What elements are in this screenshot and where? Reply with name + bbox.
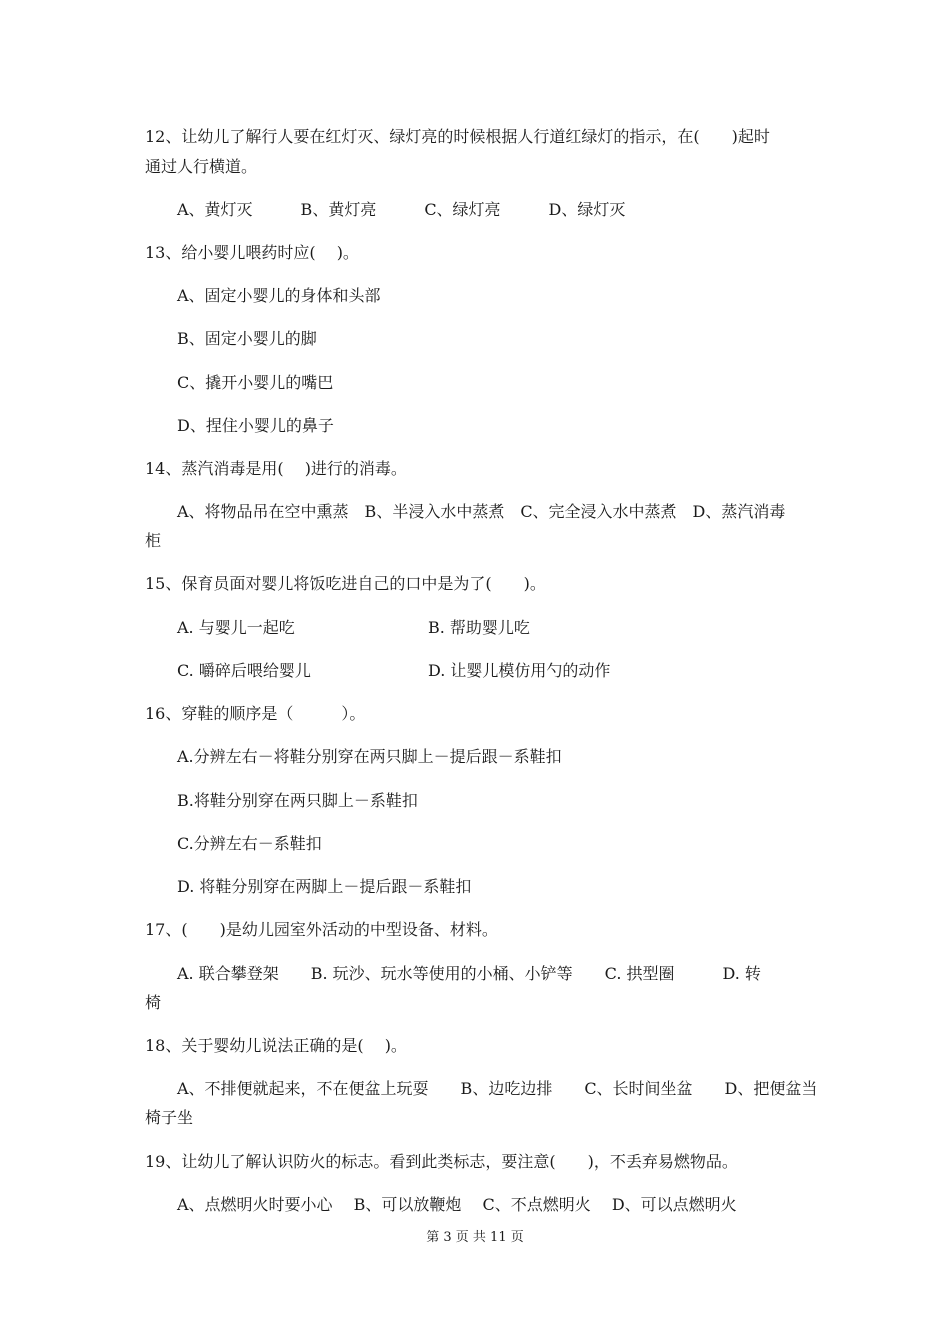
question-16-stem: 16、穿鞋的顺序是（ ）。 [145,704,366,723]
question-18-options: A、不排便就起来，不在便盆上玩耍 B、边吃边排 C、长时间坐盆 D、把便盆当 [177,1079,818,1098]
question-18-stem: 18、关于婴幼儿说法正确的是( )。 [145,1036,407,1055]
question-19-options: A、点燃明火时要小心 B、可以放鞭炮 C、不点燃明火 D、可以点燃明火 [177,1195,737,1214]
question-17-options-continued: 椅 [145,993,162,1012]
question-15-option-a: A. 与婴儿一起吃 [177,618,295,637]
question-18-options-continued: 椅子坐 [145,1108,194,1127]
page-number-footer: 第 3 页 共 11 页 [426,1230,524,1245]
question-13-option-b: B、固定小婴儿的脚 [177,329,317,348]
question-17-options: A. 联合攀登架 B. 玩沙、玩水等使用的小桶、小铲等 C. 拱型圈 D. 转 [177,964,761,983]
question-13-stem: 13、给小婴儿喂药时应( )。 [145,243,359,262]
question-16-option-c: C.分辨左右－系鞋扣 [177,834,322,853]
question-13-option-d: D、捏住小婴儿的鼻子 [177,416,334,435]
question-14-stem: 14、蒸汽消毒是用( )进行的消毒。 [145,459,407,478]
question-12-stem: 12、让幼儿了解行人要在红灯灭、绿灯亮的时候根据人行道红绿灯的指示，在( )起时 [145,127,770,146]
question-13-option-c: C、撬开小婴儿的嘴巴 [177,373,334,392]
question-15-option-b: B. 帮助婴儿吃 [428,618,530,637]
question-14-options-continued: 柜 [145,531,162,550]
question-19-stem: 19、让幼儿了解认识防火的标志。看到此类标志，要注意( )，不丢弃易燃物品。 [145,1152,738,1171]
question-17-stem: 17、( )是幼儿园室外活动的中型设备、材料。 [145,920,498,939]
question-15-stem: 15、保育员面对婴儿将饭吃进自己的口中是为了( )。 [145,574,546,593]
question-14-options: A、将物品吊在空中熏蒸 B、半浸入水中蒸煮 C、完全浸入水中蒸煮 D、蒸汽消毒 [177,502,786,521]
question-16-option-d: D. 将鞋分别穿在两脚上－提后跟－系鞋扣 [177,877,472,896]
question-12-stem-continued: 通过人行横道。 [145,157,258,176]
question-15-option-c: C. 嚼碎后喂给婴儿 [177,661,311,680]
question-15-option-d: D. 让婴儿模仿用勺的动作 [428,661,611,680]
question-16-option-b: B.将鞋分别穿在两只脚上－系鞋扣 [177,791,418,810]
question-16-option-a: A.分辨左右－将鞋分别穿在两只脚上－提后跟－系鞋扣 [177,747,562,766]
question-13-option-a: A、固定小婴儿的身体和头部 [177,286,381,305]
question-12-options: A、黄灯灭 B、黄灯亮 C、绿灯亮 D、绿灯灭 [177,200,626,219]
